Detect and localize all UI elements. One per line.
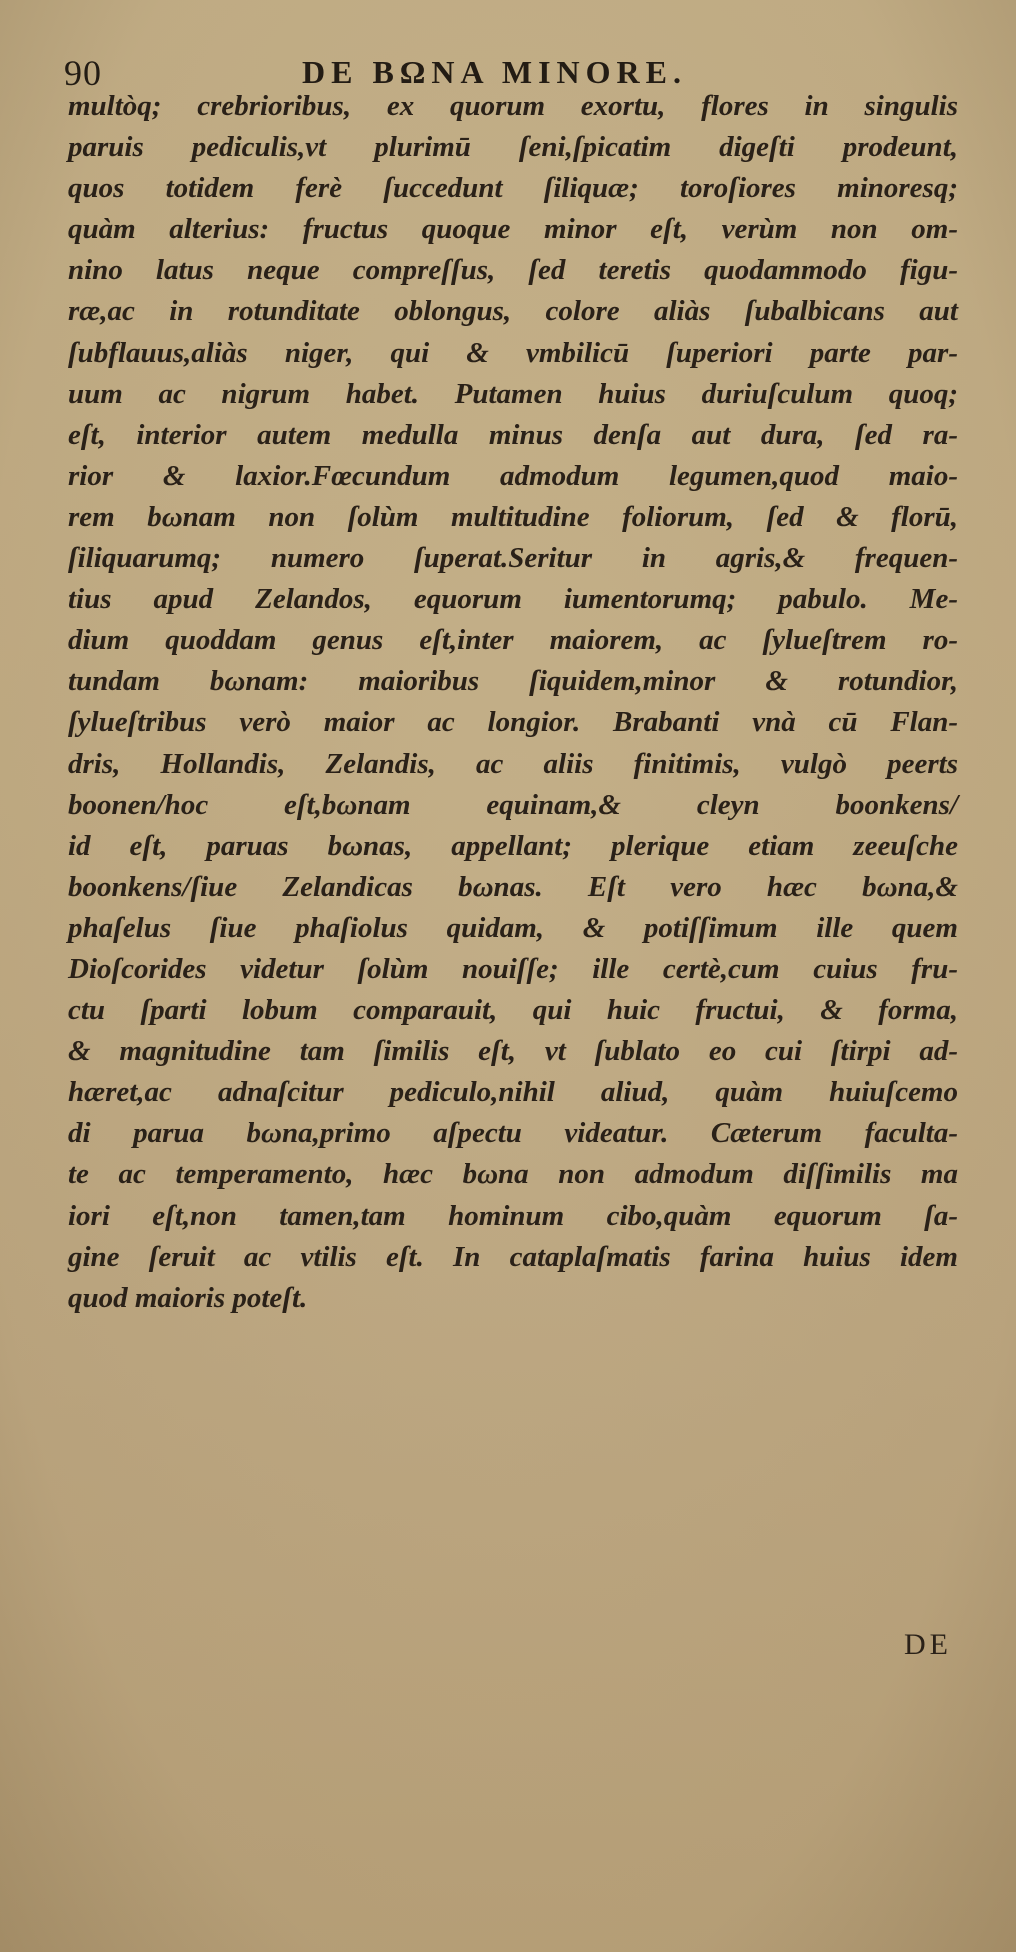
text-line: quos totidem ferè ſuccedunt ſiliquæ; toroſiores minoresq; (68, 172, 958, 205)
page-number: 90 (64, 53, 102, 93)
text-line: tius apud Zelandos, equorum iumentorumq; pabulo. Me- (68, 583, 958, 616)
text-line: quàm alterius: fructus quoque minor eſt, verùm non om- (68, 213, 958, 246)
text-line: uum ac nigrum habet. Putamen huius duriuſculum quoq; (68, 377, 958, 410)
text-line: eſt, interior autem medulla minus denſa aut dura, ſed ra- (68, 418, 958, 451)
text-line: dris, Hollandis, Zelandis, ac aliis finitimis, vulgò peerts (68, 747, 958, 780)
text-line: ſylueſtribus verò maior ac longior. Brabanti vnà cū Flan- (68, 706, 958, 739)
text-line: ſiliquarumq; numero ſuperat.Seritur in agris,& frequen- (68, 542, 958, 575)
text-line: ræ,ac in rotunditate oblongus, colore aliàs ſubalbicans aut (68, 295, 958, 328)
text-line: tundam bωnam: maioribus ſiquidem,minor & rotundior, (68, 665, 958, 698)
text-line: boonkens/ſiue Zelandicas bωnas. Eſt vero hæc bωna,& (68, 870, 958, 903)
text-line: iori eſt,non tamen,tam hominum cibo,quàm equorum ſa- (68, 1199, 958, 1232)
text-line: & magnitudine tam ſimilis eſt, vt ſublato eo cui ſtirpi ad- (68, 1035, 958, 1068)
text-line: multòq; crebrioribus, ex quorum exortu, flores in singulis (68, 90, 958, 122)
text-line: id eſt, paruas bωnas, appellant; plerique etiam zeeuſche (68, 829, 958, 862)
body-text (68, 86, 958, 1319)
text-line: dium quoddam genus eſt,inter maiorem, ac ſylueſtrem ro- (68, 624, 958, 657)
text-line: nino latus neque compreſſus, ſed teretis quodammodo figu- (68, 254, 958, 287)
text-line: te ac temperamento, hæc bωna non admodum diſſimilis ma (68, 1158, 958, 1191)
text-line: rem bωnam non ſolùm multitudine foliorum, ſed & florū, (68, 500, 958, 533)
text-line: ſubflauus,aliàs niger, qui & vmbilicū ſuperiori parte par- (68, 336, 958, 369)
text-line: ctu ſparti lobum comparauit, qui huic fructui, & forma, (68, 994, 958, 1027)
running-head: DE BΩNA MINORE. (302, 54, 687, 90)
text-line: Dioſcorides videtur ſolùm nouiſſe; ille certè,cum cuius fru- (68, 952, 958, 985)
text-line: rior & laxior.Fœcundum admodum legumen,quod maio- (68, 459, 958, 492)
text-line: quod maioris poteſt. (68, 1281, 308, 1314)
catchword: DE (904, 1628, 952, 1661)
text-line: hæret,ac adnaſcitur pediculo,nihil aliud, quàm huiuſcemo (68, 1076, 958, 1109)
text-line: phaſelus ſiue phaſiolus quidam, & potiſſimum ille quem (68, 911, 958, 944)
text-line: di parua bωna,primo aſpectu videatur. Cæterum faculta- (68, 1117, 958, 1150)
text-line: gine ſeruit ac vtilis eſt. In cataplaſmatis farina huius idem (68, 1240, 958, 1273)
text-line: boonen/hoc eſt,bωnam equinam,& cleyn boonkens/ (68, 788, 958, 821)
text-line: paruis pediculis,vt plurimū ſeni,ſpicatim digeſti prodeunt, (68, 131, 958, 164)
